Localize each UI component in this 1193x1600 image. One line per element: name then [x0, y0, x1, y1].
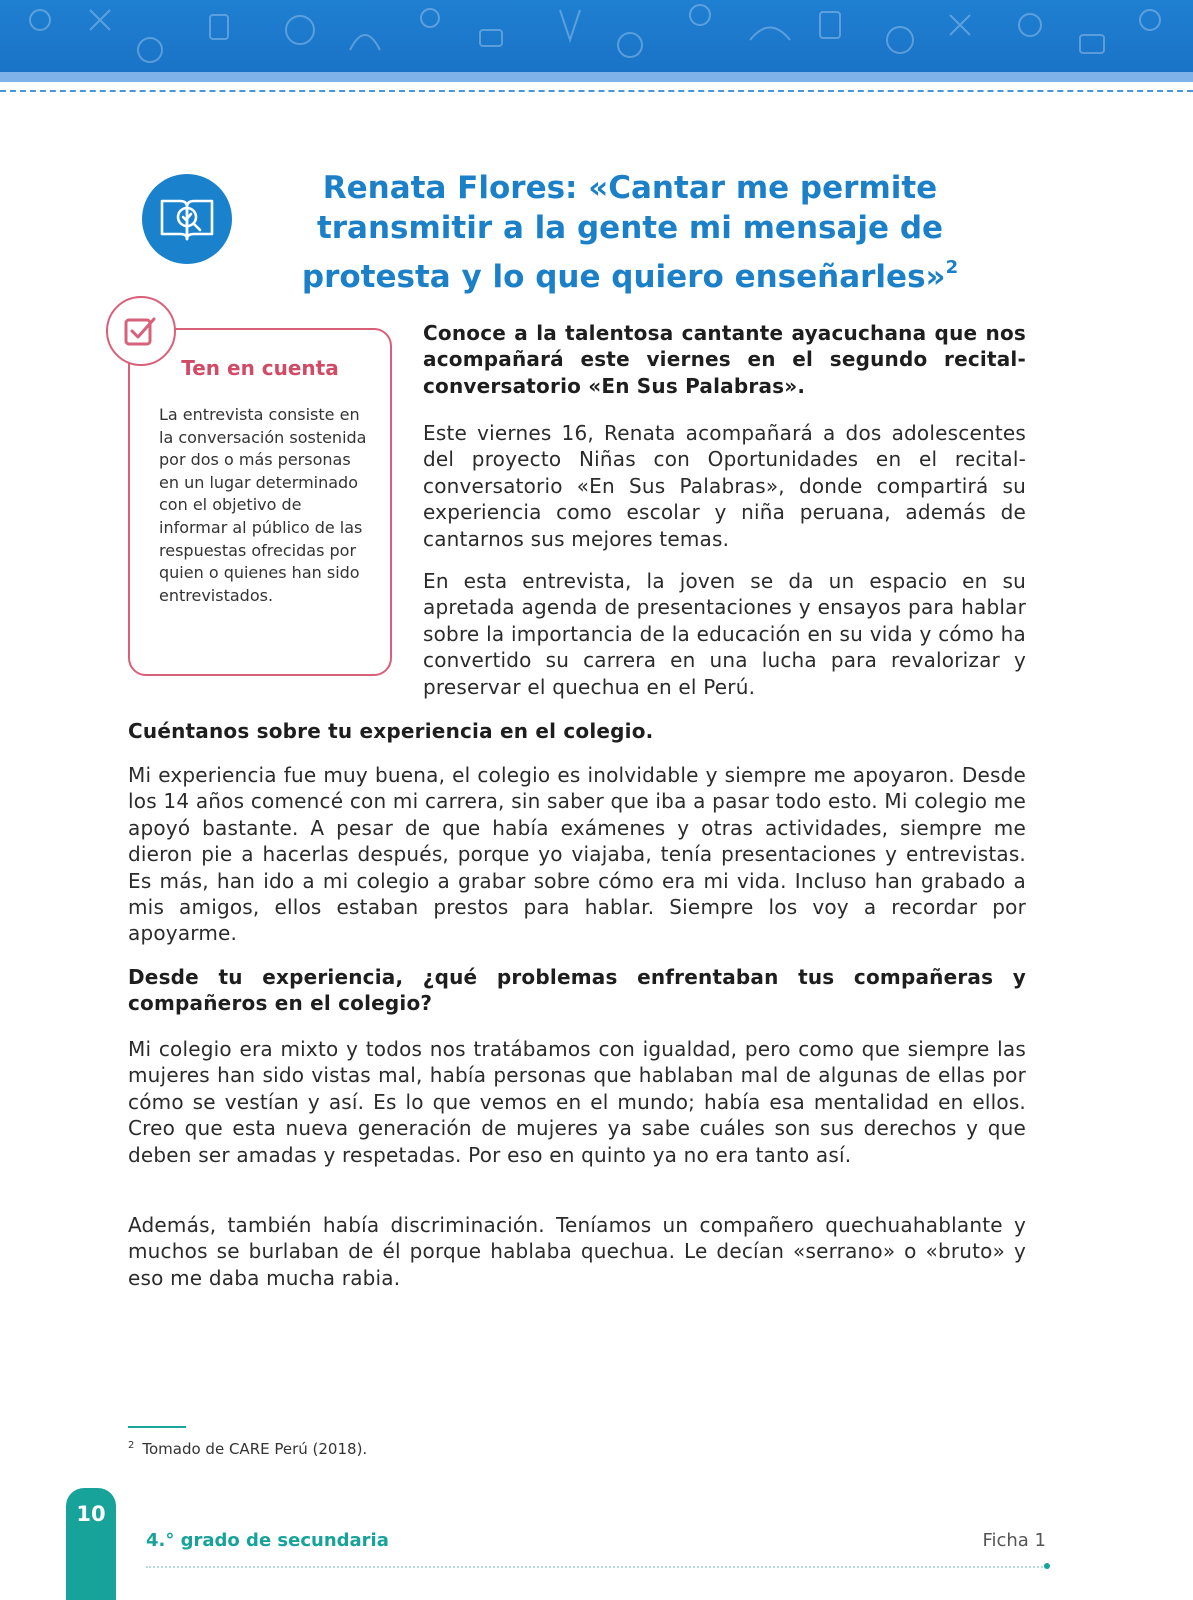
interview-question: Cuéntanos sobre tu experiencia en el colegio.: [128, 719, 654, 743]
footer-dot: [1044, 1563, 1050, 1569]
interview-answer: Mi colegio era mixto y todos nos tratábamos con igualdad, pero como que siempre las mujeres han sido vistas mal, había personas que hablaban mal de algunas de ellas por cómo se vestían y así. Es lo que vemos en el mundo; había esa mentalidad en ellos. Creo que esta nueva generación de mujeres ya sabe cuáles son sus derechos y que deben ser amadas y respetadas. Por eso en quinto ya no era tanto así.: [128, 1037, 1026, 1167]
interview-question: Desde tu experiencia, ¿qué problemas enfrentaban tus compañeras y compañeros en el colegio?: [128, 965, 1026, 1016]
book-check-icon: [142, 174, 232, 264]
page-number-tab: [66, 1488, 116, 1600]
footnote: [128, 1440, 367, 1458]
page-number: 10: [76, 1502, 106, 1526]
footnote-text: Tomado de CARE Perú (2018).: [142, 1440, 368, 1458]
note-title: Ten en cuenta: [181, 356, 339, 380]
footnote-divider: [128, 1426, 186, 1428]
footnote-number: 2: [128, 1440, 135, 1451]
note-text: La entrevista consiste en la conversación sostenida por dos o más personas en un lugar determinado con el objetivo de informar al público de las respuestas ofrecidas por quien o quienes han sido entrevistados.: [159, 405, 367, 605]
page-title: Renata Flores: «Cantar me permite transmitir a la gente mi mensaje de protesta y lo que quiero enseñarles»$^2$: [301, 170, 959, 295]
grade-label: 4.° grado de secundaria: [146, 1530, 389, 1551]
footnote-ref: 2: [945, 257, 959, 278]
header-banner: [0, 0, 1193, 72]
interview-answer: Además, también había discriminación. Teníamos un compañero quechuahablante y muchos se burlaban de él porque hablaba quechua. Le decían «serrano» o «bruto» y eso me daba mucha rabia.: [128, 1213, 1026, 1290]
footer-dotted-line: [146, 1566, 1046, 1568]
article-paragraph: En esta entrevista, la joven se da un espacio en su apretada agenda de presentaciones y ensayos para hablar sobre la importancia de la educación en su vida y cómo ha convertido su carrera en una lucha para revalorizar y preservar el quechua en el Perú.: [423, 569, 1026, 699]
doodle-pattern: [0, 0, 1193, 72]
header-dashed-line: [0, 90, 1193, 92]
ficha-label: Ficha 1: [982, 1530, 1046, 1551]
article-paragraph: Este viernes 16, Renata acompañará a dos adolescentes del proyecto Niñas con Oportunidades en el recital-conversatorio «En Sus Palabras», donde compartirá su experiencia como escolar y niña peruana, además de cantarnos sus mejores temas.: [423, 421, 1026, 551]
interview-answer: Mi experiencia fue muy buena, el colegio es inolvidable y siempre me apoyaron. Desde los 14 años comencé con mi carrera, sin saber que iba a pasar todo esto. Mi colegio me apoyó bastante. A pesar de que había exámenes y otras actividades, siempre me dieron pie a hacerlas después, porque yo viajaba, tenía presentaciones y entrevistas. Es más, han ido a mi colegio a grabar sobre cómo era mi vida. Incluso han grabado a mis amigos, ellos estaban prestos para hablar. Siempre los voy a recordar por apoyarme.: [128, 763, 1026, 946]
header-stripe: [0, 72, 1193, 82]
article-intro: Conoce a la talentosa cantante ayacuchana que nos acompañará este viernes en el segundo recital-conversatorio «En Sus Palabras».: [423, 321, 1026, 398]
